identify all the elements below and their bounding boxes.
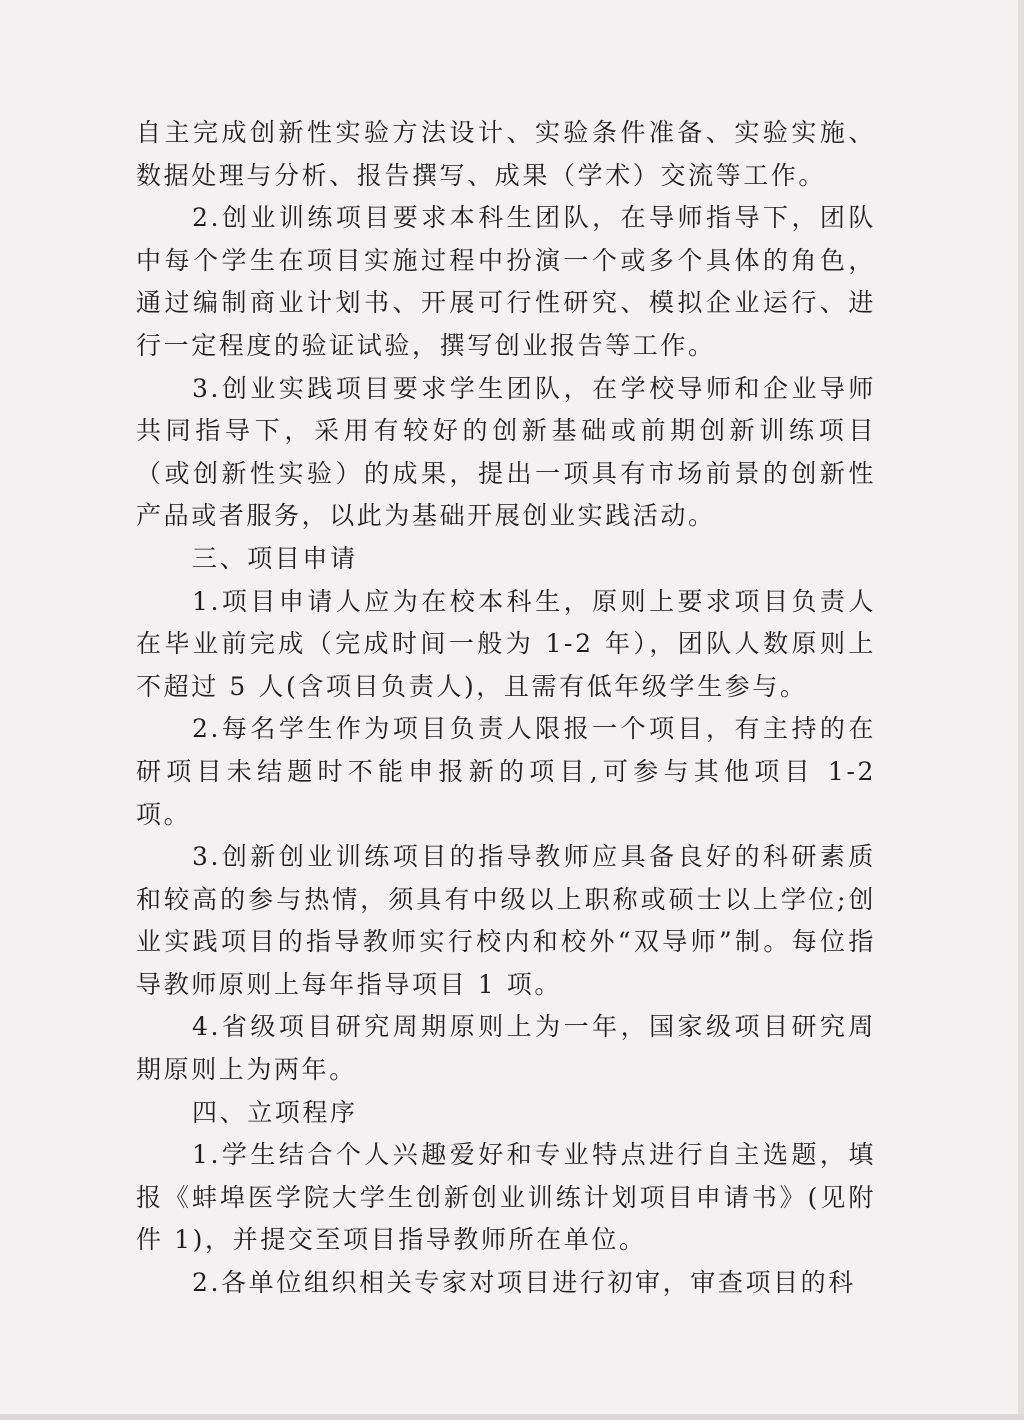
paragraph: 1.项目申请人应为在校本科生，原则上要求项目负责人在毕业前完成（完成时间一般为 1-2 年），团队人数原则上不超过 5 人(含项目负责人)，且需有低年级学生参与。 bbox=[136, 586, 876, 701]
scan-edge-right bbox=[1018, 0, 1024, 1420]
section-heading: 三、项目申请 bbox=[192, 543, 358, 573]
paragraph: 2.各单位组织相关专家对项目进行初审，审查项目的科 bbox=[192, 1268, 856, 1298]
section-heading: 四、立项程序 bbox=[192, 1097, 358, 1127]
scan-edge-bottom bbox=[0, 1414, 1024, 1420]
document-body bbox=[136, 112, 876, 1305]
paragraph: 1.学生结合个人兴趣爱好和专业特点进行自主选题，填报《蚌埠医学院大学生创新创业训练计划项目申请书》(见附件 1)，并提交至项目指导教师所在单位。 bbox=[136, 1140, 876, 1255]
paragraph: 3.创新创业训练项目的指导教师应具备良好的科研素质和较高的参与热情，须具有中级以上职称或硕士以上学位;创业实践项目的指导教师实行校内和校外“双导师”制。每位指导教师原则上每年指导项目 1 项。 bbox=[136, 842, 876, 999]
paragraph: 4.省级项目研究周期原则上为一年，国家级项目研究周期原则上为两年。 bbox=[136, 1012, 876, 1085]
paragraph: 3.创业实践项目要求学生团队，在学校导师和企业导师共同指导下，采用有较好的创新基础或前期创新训练项目（或创新性实验）的成果，提出一项具有市场前景的创新性产品或者服务，以此为基础开展创业实践活动。 bbox=[136, 373, 876, 531]
paragraph: 自主完成创新性实验方法设计、实验条件准备、实验实施、数据处理与分析、报告撰写、成果（学术）交流等工作。 bbox=[136, 118, 876, 190]
paragraph: 2.创业训练项目要求本科生团队，在导师指导下，团队中每个学生在项目实施过程中扮演一个或多个具体的角色，通过编制商业计划书、开展可行性研究、模拟企业运行、进行一定程度的验证试验，撰写创业报告等工作。 bbox=[136, 203, 876, 360]
paragraph: 2.每名学生作为项目负责人限报一个项目，有主持的在研项目未结题时不能申报新的项目,可参与其他项目 1-2 项。 bbox=[136, 714, 876, 829]
